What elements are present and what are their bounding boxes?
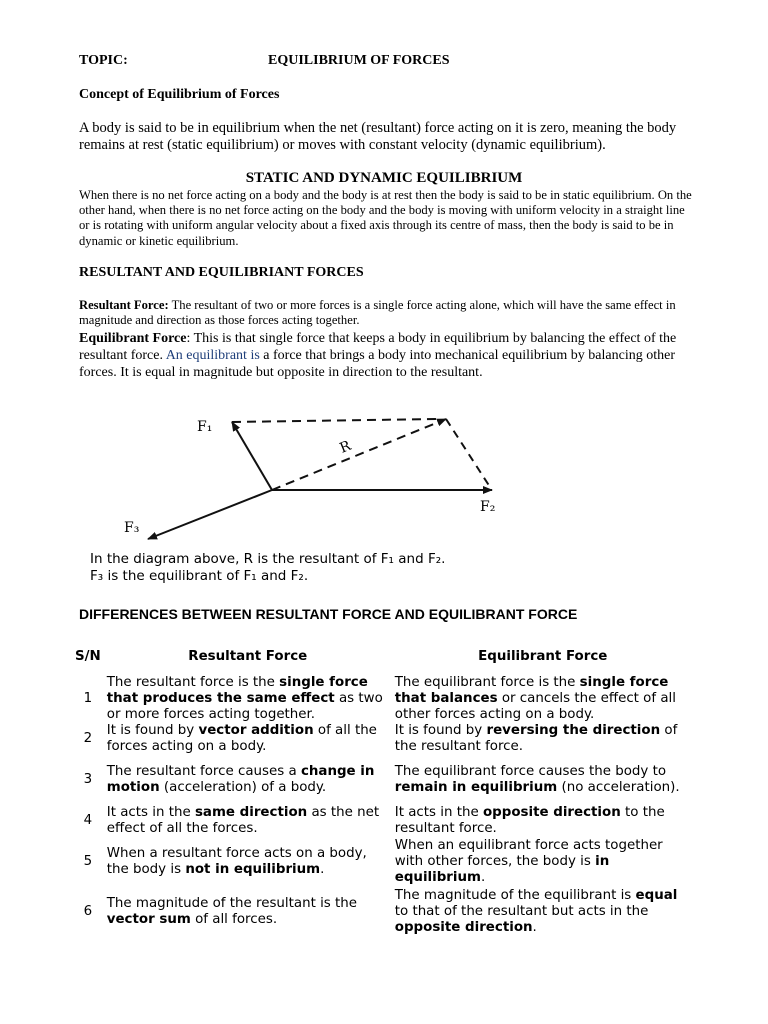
equilibrant-header: Equilibrant Force	[478, 649, 608, 665]
caption-line-2: F₃ is the equilibrant of F₁ and F₂.	[90, 568, 309, 584]
static-dynamic-heading: STATIC AND DYNAMIC EQUILIBRIUM	[245, 170, 523, 186]
differences-table	[72, 639, 694, 937]
equilibrant-cell: When an equilibrant force acts together with other forces, the body is in equilibrium.	[394, 838, 663, 885]
resultant-header: Resultant Force	[188, 649, 308, 665]
equilibrant-term: Equilibrant Force	[79, 331, 187, 346]
parallelogram-right	[446, 419, 490, 487]
resultant-equilibriant-heading: RESULTANT AND EQUILIBRIANT FORCES	[79, 265, 364, 280]
equilibrant-text-2: a force that brings a body into mechanical equilibrium by balancing other forces. It is equal in magnitude but opposite in direction to the resultant.	[79, 348, 675, 380]
sn-cell: 1	[83, 691, 93, 707]
equilibrant-cell: The equilibrant force is the single force that balances or cancels the effect of all other forces acting on a body.	[394, 675, 676, 722]
f1-label: F₁	[197, 419, 213, 435]
table-row	[72, 675, 694, 723]
resultant-cell: The resultant force causes a change in motion (acceleration) of a body.	[106, 764, 375, 795]
intro-paragraph: A body is said to be in equilibrium when the net (resultant) force acting on it is zero, meaning the body remains at rest (static equilibrium) or moves with constant velocity (dynamic equilibrium).	[79, 120, 677, 153]
topic-label: TOPIC:	[79, 53, 128, 68]
resultant-cell: It is found by vector addition of all the forces acting on a body.	[106, 723, 377, 754]
sn-header: S/N	[75, 649, 101, 665]
sn-cell: 2	[83, 731, 93, 747]
equilibrant-text-1: : This is that single force that keeps a body in equilibrium by balancing the effect of the resultant force.	[79, 331, 677, 363]
diagram-caption	[90, 551, 445, 585]
resultant-cell: When a resultant force acts on a body, the body is not in equilibrium.	[106, 846, 367, 877]
table-row	[72, 723, 694, 755]
table-row	[72, 887, 694, 937]
equilibrant-text-blue: An equilibrant is	[165, 348, 260, 363]
parallelogram-top	[232, 419, 438, 422]
equilibrant-cell: The magnitude of the equilibrant is equal to that of the resultant but acts in the opposite direction.	[394, 888, 678, 935]
r-label: R	[337, 437, 354, 457]
resultant-cell: It acts in the same direction as the net effect of all the forces.	[106, 805, 380, 836]
sn-cell: 5	[83, 854, 93, 870]
f1-vector	[232, 422, 272, 490]
r-vector	[272, 419, 446, 490]
table-row	[72, 837, 694, 887]
sn-cell: 4	[83, 813, 93, 829]
concept-heading: Concept of Equilibrium of Forces	[79, 87, 280, 102]
sn-cell: 3	[83, 772, 93, 788]
resultant-cell: The resultant force is the single force that produces the same effect as two or more forces acting together.	[106, 675, 383, 722]
resultant-definition	[79, 298, 694, 328]
static-dynamic-paragraph: When there is no net force acting on a body and the body is at rest then the body is said to be in static equilibrium. On the other hand, when there is no net force acting on the body and the body is moving with uniform velocity in a straight line or is rotating with uniform angular velocity about a fixed axis through its centre of mass, then the body is said to be in dynamic or kinetic equilibrium.	[79, 188, 692, 248]
topic-line	[79, 53, 450, 69]
resultant-cell: The magnitude of the resultant is the vector sum of all forces.	[106, 896, 358, 927]
resultant-text: The resultant of two or more forces is a single force acting alone, which will have the same effect in magnitude and direction as those forces acting together.	[79, 298, 676, 328]
sn-cell: 6	[83, 904, 93, 920]
table-header-row	[72, 639, 694, 675]
f2-label: F₂	[480, 499, 496, 515]
table-row	[72, 805, 694, 837]
differences-heading: DIFFERENCES BETWEEN RESULTANT FORCE AND EQUILIBRANT FORCE	[79, 606, 578, 622]
topic-title: EQUILIBRIUM OF FORCES	[268, 53, 450, 68]
f3-label: F₃	[124, 520, 140, 536]
equilibrant-cell: It is found by reversing the direction of the resultant force.	[394, 723, 678, 754]
table-row	[72, 755, 694, 805]
equilibrant-definition	[79, 330, 679, 381]
equilibrant-cell: It acts in the opposite direction to the resultant force.	[394, 805, 665, 836]
f3-vector	[148, 490, 272, 539]
caption-line-1: In the diagram above, R is the resultant of F₁ and F₂.	[90, 551, 446, 567]
equilibrant-cell: The equilibrant force causes the body to remain in equilibrium (no acceleration).	[394, 764, 680, 795]
resultant-term: Resultant Force:	[79, 298, 169, 312]
